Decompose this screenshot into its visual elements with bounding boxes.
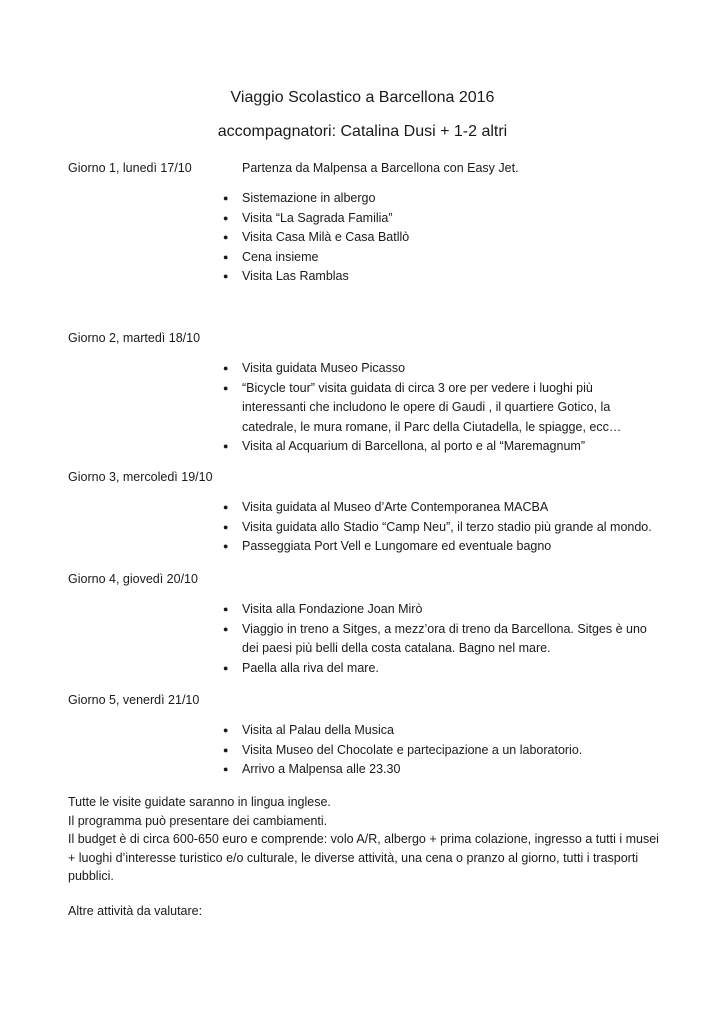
note-program-changes: Il programma può presentare dei cambiamenti. bbox=[68, 813, 328, 828]
list-item bbox=[220, 437, 660, 457]
list-item bbox=[220, 659, 660, 679]
bullet-icon: ● bbox=[223, 232, 229, 242]
bullet-icon: ● bbox=[223, 662, 229, 673]
activity-text: Visita “La Sagrada Familia” bbox=[242, 210, 393, 225]
activity-text: Visita al Palau della Musica bbox=[242, 723, 394, 737]
day-4-activities bbox=[220, 600, 660, 678]
list-item bbox=[220, 209, 660, 229]
list-item bbox=[220, 741, 660, 761]
note-budget: Il budget è di circa 600-650 euro e comprende: volo A/R, albergo + prima colazione, ingresso a tutti i musei + luoghi d’interesse turistico e/o culturale, le diverse attività, una cena o pranzo al giorno, tutti i trasporti pubblici. bbox=[68, 832, 659, 883]
activity-text: Visita guidata al Museo d’Arte Contemporanea MACBA bbox=[242, 500, 549, 514]
bullet-icon: ● bbox=[223, 251, 229, 262]
notes-section bbox=[68, 793, 668, 886]
activity-text: Passeggiata Port Vell e Lungomare ed eventuale bagno bbox=[242, 539, 552, 553]
list-item bbox=[220, 518, 660, 538]
activity-text: Visita Casa Milà e Casa Batllò bbox=[242, 230, 410, 244]
activity-text: Visita Las Ramblas bbox=[242, 269, 349, 283]
day-5-activities bbox=[220, 721, 660, 780]
bullet-icon: ● bbox=[223, 363, 229, 373]
day-1-label: Giorno 1, lunedì 17/10 bbox=[68, 161, 192, 175]
note-guided-tours: Tutte le visite guidate saranno in lingua inglese. bbox=[68, 795, 331, 809]
bullet-icon: ● bbox=[223, 764, 229, 774]
activity-text: Visita alla Fondazione Joan Mirò bbox=[242, 602, 423, 616]
activity-text: Arrivo a Malpensa alle 23.30 bbox=[242, 762, 401, 776]
list-item bbox=[220, 228, 660, 248]
list-item bbox=[220, 537, 660, 557]
bullet-icon: ● bbox=[223, 744, 229, 755]
bullet-icon: ● bbox=[223, 212, 229, 223]
list-item bbox=[220, 620, 660, 659]
bullet-icon: ● bbox=[223, 521, 229, 532]
day-1-activities bbox=[220, 189, 660, 287]
day-3-label: Giorno 3, mercoledì 19/10 bbox=[68, 470, 213, 484]
activity-text: Viaggio in treno a Sitges, a mezz’ora di treno da Barcellona. Sitges è uno dei paesi più belli della costa catalana. Bagno nel mare. bbox=[242, 621, 647, 655]
bullet-icon: ● bbox=[223, 502, 229, 512]
activity-text: Paella alla riva del mare. bbox=[242, 660, 379, 675]
document-title: Viaggio Scolastico a Barcellona 2016 bbox=[230, 89, 495, 106]
document-subtitle: accompagnatori: Catalina Dusi + 1-2 altri bbox=[217, 123, 508, 140]
bullet-icon: ● bbox=[223, 623, 229, 634]
day-5-label: Giorno 5, venerdì 21/10 bbox=[68, 693, 200, 707]
activity-text: “Bicycle tour” visita guidata di circa 3 ore per vedere i luoghi più interessanti che includono le opere di Gaudi , il quartiere Gotico, la catedrale, le mura romane, il Parc della Ciutadella, le spiagge, ecc… bbox=[242, 380, 622, 434]
bullet-icon: ● bbox=[223, 441, 229, 451]
activity-text: Cena insieme bbox=[242, 249, 319, 264]
bullet-icon: ● bbox=[223, 725, 229, 735]
activity-text: Visita al Acquarium di Barcellona, al porto e al “Maremagnum” bbox=[242, 439, 585, 453]
list-item bbox=[220, 379, 660, 438]
bullet-icon: ● bbox=[223, 541, 229, 551]
bullet-icon: ● bbox=[223, 604, 229, 614]
list-item bbox=[220, 189, 660, 209]
bullet-icon: ● bbox=[223, 271, 229, 281]
activity-text: Visita guidata allo Stadio “Camp Neu”, il terzo stadio più grande al mondo. bbox=[242, 519, 652, 534]
other-activities-heading: Altre attività da valutare: bbox=[68, 904, 203, 918]
bullet-icon: ● bbox=[223, 382, 229, 393]
day-2-activities bbox=[220, 359, 660, 457]
day-2-label: Giorno 2, martedì 18/10 bbox=[68, 331, 201, 345]
list-item bbox=[220, 600, 660, 620]
list-item bbox=[220, 760, 660, 780]
activity-text: Sistemazione in albergo bbox=[242, 191, 376, 205]
list-item bbox=[220, 248, 660, 268]
activity-text: Visita guidata Museo Picasso bbox=[242, 361, 406, 375]
list-item bbox=[220, 498, 660, 518]
day-4-label: Giorno 4, giovedì 20/10 bbox=[68, 572, 198, 586]
activity-text: Visita Museo del Chocolate e partecipazione a un laboratorio. bbox=[242, 742, 583, 757]
day-1-departure: Partenza da Malpensa a Barcellona con Easy Jet. bbox=[242, 161, 519, 175]
list-item bbox=[220, 721, 660, 741]
day-3-activities bbox=[220, 498, 660, 557]
list-item bbox=[220, 267, 660, 287]
bullet-icon: ● bbox=[223, 193, 229, 203]
list-item bbox=[220, 359, 660, 379]
